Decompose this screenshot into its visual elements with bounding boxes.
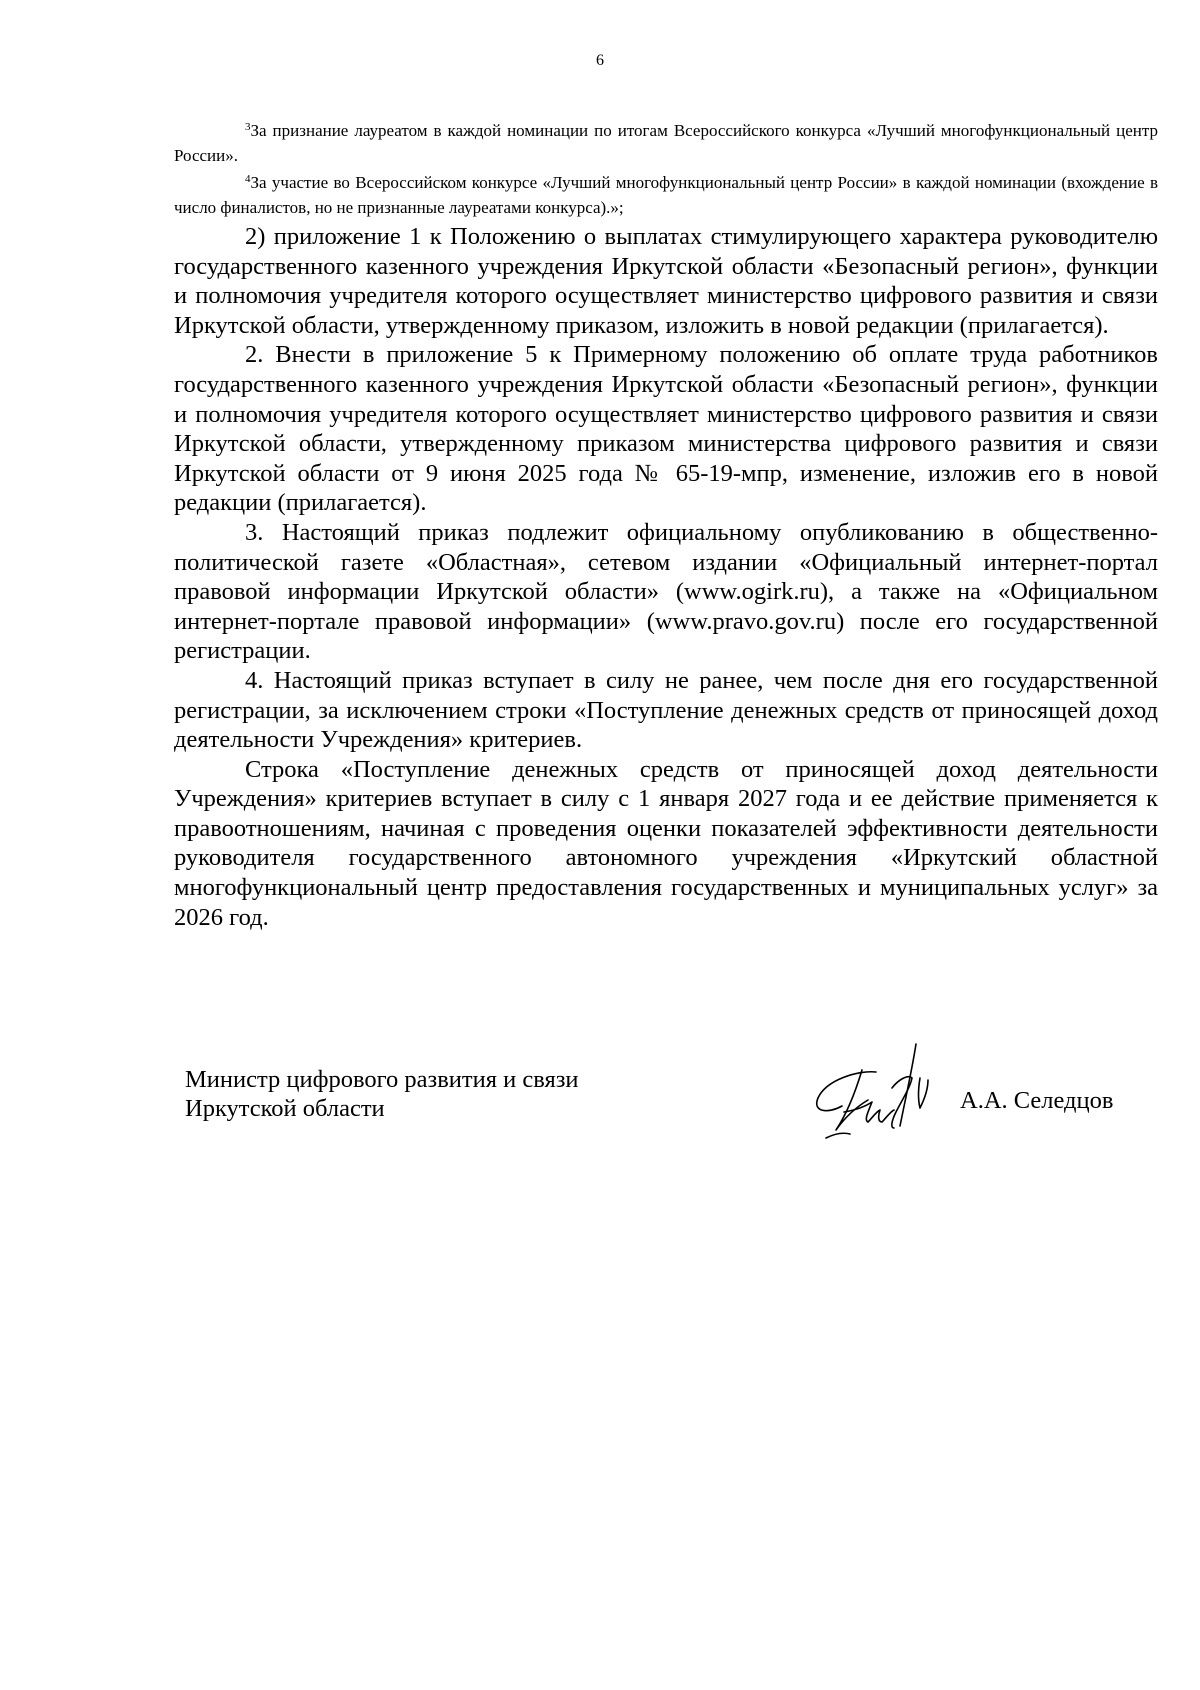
footnote-marker: 4 bbox=[245, 173, 251, 185]
page-number: 6 bbox=[596, 52, 604, 69]
signatory-name: А.А. Селедцов bbox=[960, 1087, 1114, 1114]
footnote-text: За участие во Всероссийском конкурсе «Лучший многофункциональный центр России» в каждой номинации (вхождение в число финалистов, но не признанные лауреатами конкурса).»; bbox=[174, 173, 1158, 217]
paragraph-item-2: 2. Внести в приложение 5 к Примерному положению об оплате труда работников государственного казенного учреждения Иркутской области «Безопасный регион», функции и полномочия учредителя которого осуществляет министерство цифрового развития и связи Иркутской области, утвержденному приказом министерства цифрового развития и связи Иркутской области от 9 июня 2025 года № 65-19-мпр, изменение, изложив его в новой редакции (прилагается). bbox=[174, 341, 1158, 517]
signatory-position-line: Министр цифрового развития и связи bbox=[185, 1066, 579, 1093]
paragraph-appendix-1: 2) приложение 1 к Положению о выплатах стимулирующего характера руководителю государственного казенного учреждения Иркутской области «Безопасный регион», функции и полномочия учредителя которого осуществляет министерство цифрового развития и связи Иркутской области, утвержденному приказом, изложить в новой редакции (прилагается). bbox=[174, 223, 1158, 339]
footnotes bbox=[174, 118, 1158, 222]
footnote-text: За признание лауреатом в каждой номинации по итогам Всероссийского конкурса «Лучший многофункциональный центр России». bbox=[174, 121, 1158, 165]
document-body bbox=[174, 222, 1158, 932]
footnote-marker: 3 bbox=[245, 121, 251, 133]
paragraph-item-4: 4. Настоящий приказ вступает в силу не ранее, чем после дня его государственной регистрации, за исключением строки «Поступление денежных средств от приносящей доход деятельности Учреждения» критериев. bbox=[174, 666, 1158, 754]
signatory-position-line: Иркутской области bbox=[185, 1095, 385, 1122]
paragraph-item-3: 3. Настоящий приказ подлежит официальному опубликованию в общественно-политической газете «Областная», сетевом издании «Официальный интернет-портал правовой информации Иркутской области» (www.ogirk.ru), а также на «Официальном интернет-портале правовой информации» (www.pravo.gov.ru) после его государственной регистрации. bbox=[174, 518, 1158, 665]
handwritten-signature bbox=[806, 1040, 956, 1150]
signatory-position bbox=[185, 1065, 685, 1123]
footnote-4 bbox=[174, 170, 1158, 220]
footnote-3 bbox=[174, 118, 1158, 168]
paragraph-line-note: Строка «Поступление денежных средств от приносящей доход деятельности Учреждения» критериев вступает в силу с 1 января 2027 года и ее действие применяется к правоотношениям, начиная с проведения оценки показателей эффективности деятельности руководителя государственного автономного учреждения «Иркутский областной многофункциональный центр предоставления государственных и муниципальных услуг» за 2026 год. bbox=[174, 755, 1158, 931]
